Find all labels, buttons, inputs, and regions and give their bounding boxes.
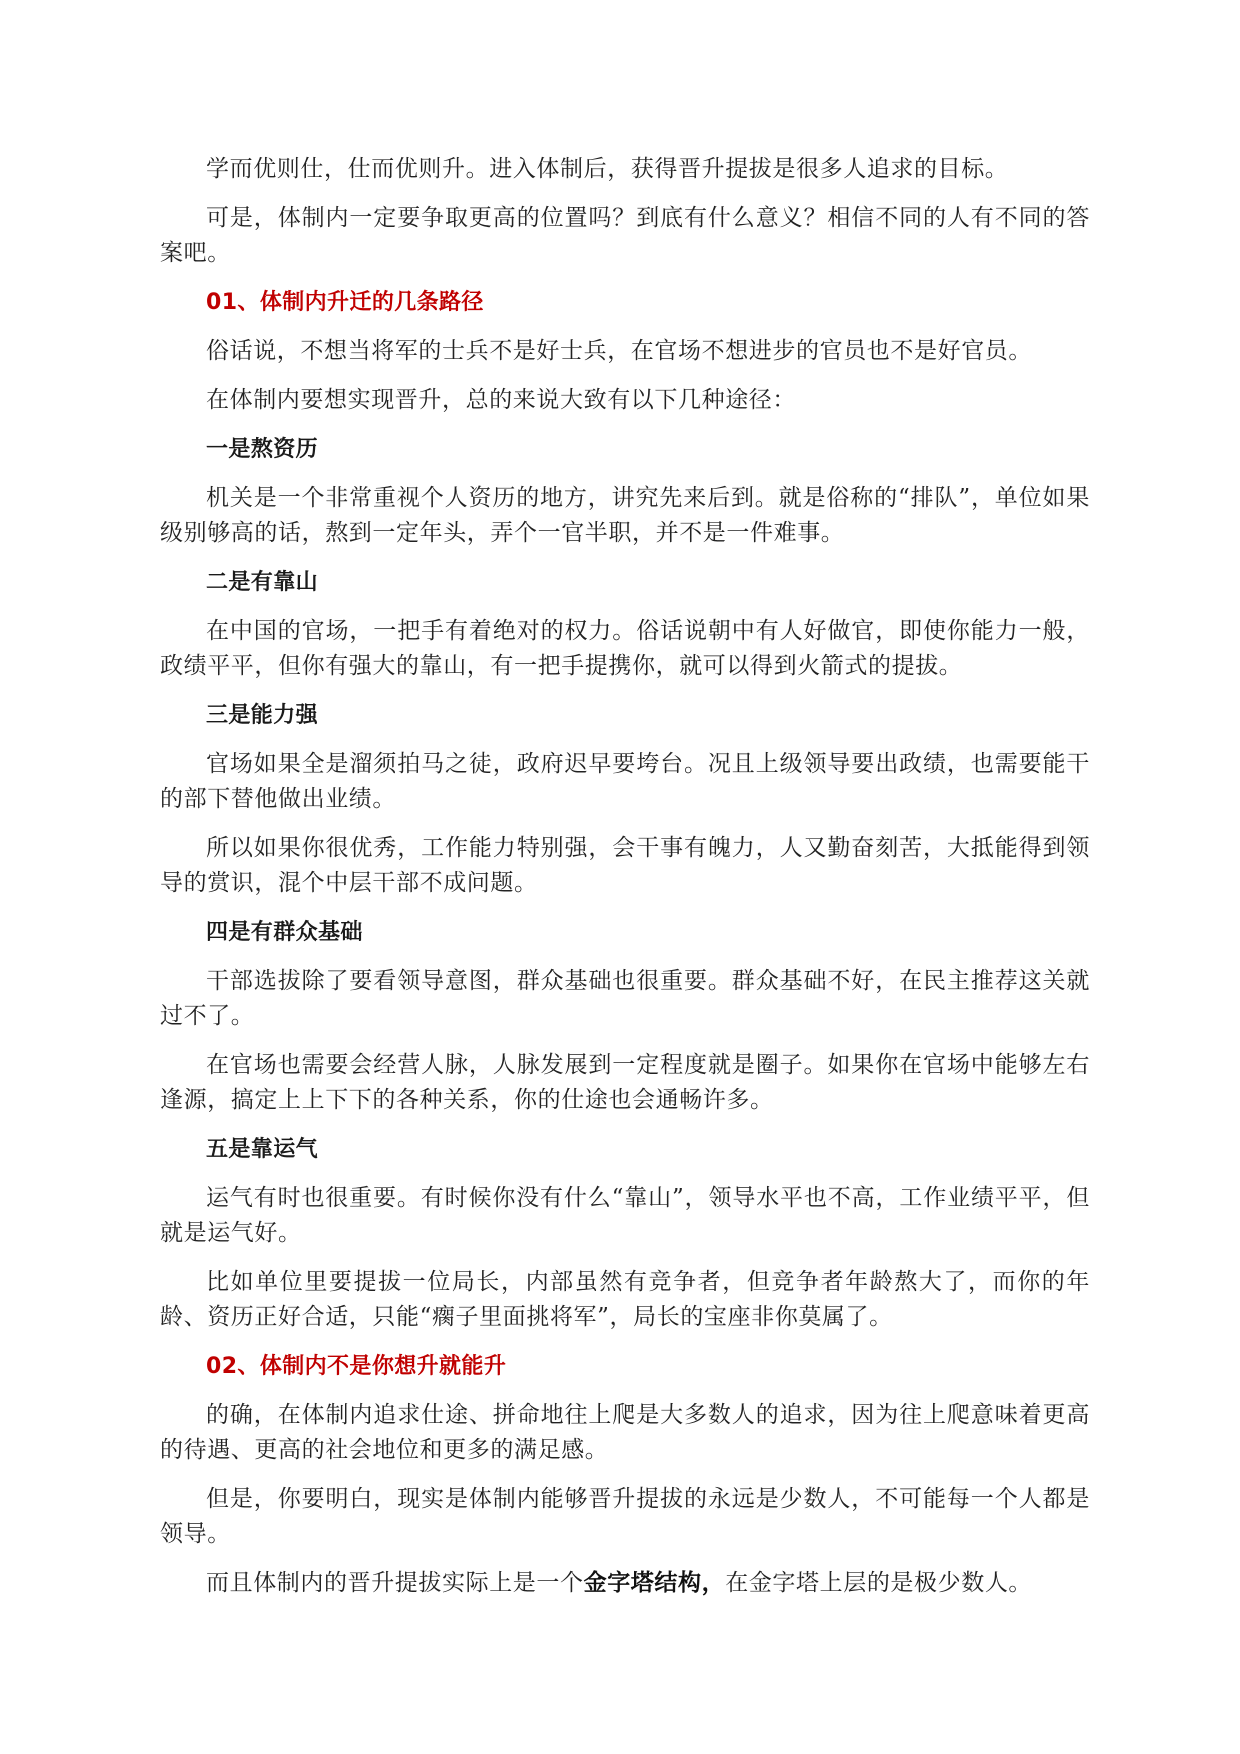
section-2-paragraph-3 [160,1566,1090,1601]
path-4-heading: 四是有群众基础 [206,920,363,945]
path-3-paragraph-1: 官场如果全是溜须拍马之徒，政府迟早要垮台。况且上级领导要出政绩，也需要能干的部下替他做出业绩。 [160,751,1090,812]
section-2-paragraph-1: 的确，在体制内追求仕途、拼命地往上爬是大多数人的追求，因为往上爬意味着更高的待遇、更高的社会地位和更多的满足感。 [160,1402,1090,1463]
path-5-heading: 五是靠运气 [206,1137,319,1162]
path-2-paragraph-1: 在中国的官场，一把手有着绝对的权力。俗话说朝中有人好做官，即使你能力一般，政绩平平，但你有强大的靠山，有一把手提携你，就可以得到火箭式的提拔。 [160,618,1090,679]
path-5-paragraph-1: 运气有时也很重要。有时候你没有什么“靠山”，领导水平也不高，工作业绩平平，但就是运气好。 [160,1185,1090,1246]
intro-paragraph-1: 学而优则仕，仕而优则升。进入体制后，获得晋升提拔是很多人追求的目标。 [206,156,1009,182]
section-2-paragraph-2: 但是，你要明白，现实是体制内能够晋升提拔的永远是少数人，不可能每一个人都是领导。 [160,1486,1090,1547]
path-3-paragraph-2: 所以如果你很优秀，工作能力特别强，会干事有魄力，人又勤奋刻苦，大抵能得到领导的赏识，混个中层干部不成问题。 [160,835,1090,896]
path-4-paragraph-1: 干部选拔除了要看领导意图，群众基础也很重要。群众基础不好，在民主推荐这关就过不了。 [160,968,1090,1029]
section-1-paragraph-1: 俗话说，不想当将军的士兵不是好士兵，在官场不想进步的官员也不是好官员。 [206,338,1032,364]
path-1-heading: 一是熬资历 [206,437,319,462]
section-1-title: 01、体制内升迁的几条路径 [206,290,484,315]
path-1-paragraph-1: 机关是一个非常重视个人资历的地方，讲究先来后到。就是俗称的“排队”，单位如果级别够高的话，熬到一定年头，弄个一官半职，并不是一件难事。 [160,485,1090,546]
section-2-paragraph-3-start: 而且体制内的晋升提拔实际上是一个 [206,1570,584,1596]
pyramid-structure-emphasis: 金字塔结构， [583,1570,726,1596]
document-page [160,152,1090,1615]
path-5-paragraph-2: 比如单位里要提拔一位局长，内部虽然有竞争者，但竞争者年龄熬大了，而你的年龄、资历正好合适，只能“瘸子里面挑将军”，局长的宝座非你莫属了。 [160,1269,1090,1330]
section-1-paragraph-2: 在体制内要想实现晋升，总的来说大致有以下几种途径： [206,387,796,413]
path-2-heading: 二是有靠山 [206,570,319,595]
section-2-paragraph-3-end: 在金字塔上层的是极少数人。 [725,1570,1033,1596]
path-4-paragraph-2: 在官场也需要会经营人脉，人脉发展到一定程度就是圈子。如果你在官场中能够左右逢源，搞定上上下下的各种关系，你的仕途也会通畅许多。 [160,1052,1090,1113]
section-2-title: 02、体制内不是你想升就能升 [206,1354,507,1379]
path-3-heading: 三是能力强 [206,703,319,728]
intro-paragraph-2: 可是，体制内一定要争取更高的位置吗？到底有什么意义？相信不同的人有不同的答案吧。 [160,205,1090,266]
